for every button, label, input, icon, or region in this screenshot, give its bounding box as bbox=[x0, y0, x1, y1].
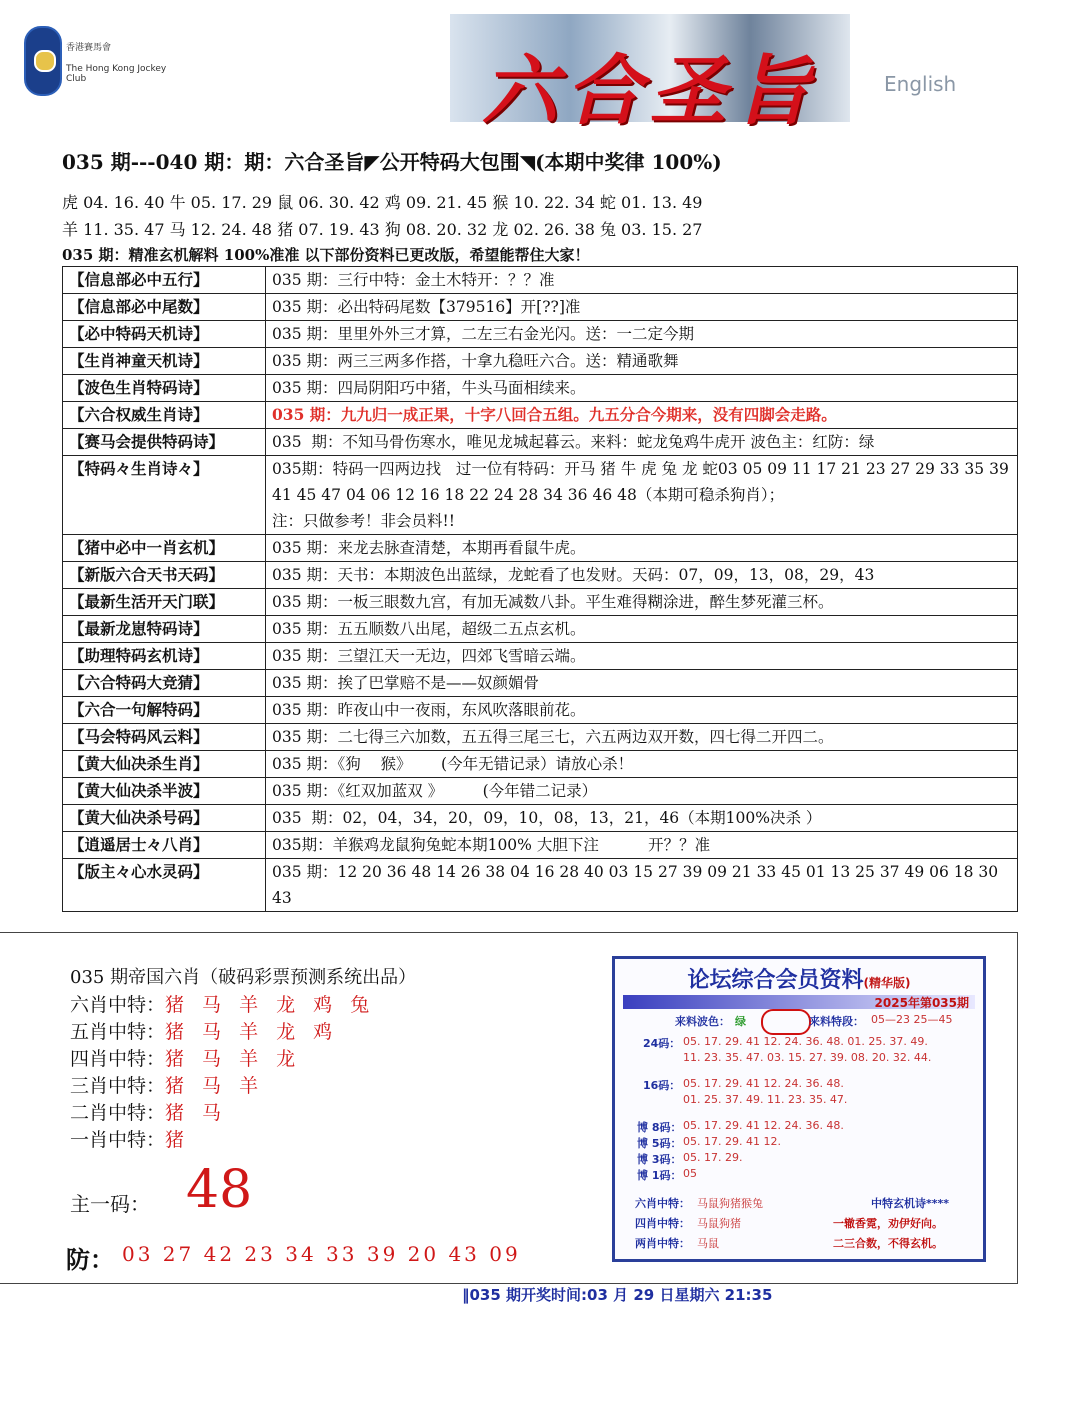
row-value: 035 期：两三三两多作搭，十拿九稳旺六合。送：精通歌舞 bbox=[266, 348, 1018, 375]
row-label: 【马会特码风云料】 bbox=[63, 724, 266, 751]
table-row bbox=[63, 859, 1018, 912]
logo-english-name: The Hong Kong Jockey Club bbox=[66, 64, 167, 84]
main-number-label: 主一码： bbox=[70, 1192, 150, 1216]
row-value: 035 期：里里外外三才算，二左三右金光闪。送：一二定今期 bbox=[266, 321, 1018, 348]
member-poster bbox=[612, 956, 986, 1262]
table-row bbox=[63, 805, 1018, 832]
zodiac-row-values: 猪 马 羊 龙 bbox=[165, 1048, 302, 1070]
table-row bbox=[63, 375, 1018, 402]
row-label: 【赛马会提供特码诗】 bbox=[63, 429, 266, 456]
logo-chinese-name: 香港賽馬會 bbox=[66, 43, 112, 53]
row-value: 035 期：《狗 猴》 (今年无错记录）请放心杀！ bbox=[266, 751, 1018, 778]
row-label: 【必中特码天机诗】 bbox=[63, 321, 266, 348]
english-link[interactable]: English bbox=[884, 72, 957, 96]
row-label: 【六合特码大竞猜】 bbox=[63, 670, 266, 697]
zodiac-row-label: 一肖中特： bbox=[70, 1129, 166, 1151]
poster-line-label: 博 3码： bbox=[637, 1153, 682, 1166]
jockey-club-logo bbox=[24, 26, 174, 96]
row-value: 035 期：02，04，34，20，09，10，08，13，21，46（本期100%决杀 ） bbox=[266, 805, 1018, 832]
row-value: 035 期：三望江天一无边，四郊飞雪暗云端。 bbox=[266, 643, 1018, 670]
zodiac-row bbox=[70, 1044, 301, 1071]
table-row bbox=[63, 832, 1018, 859]
poster-special-label: 来料特段： bbox=[809, 1015, 864, 1028]
row-label: 【助理特码玄机诗】 bbox=[63, 643, 266, 670]
poster-line-label: 博 8码： bbox=[637, 1121, 682, 1134]
row-value: 035 期：三行中特：金土木特开：？？准 bbox=[266, 267, 1018, 294]
poster-line-value: 01. 25. 37. 49. 11. 23. 35. 47. bbox=[683, 1093, 848, 1106]
zodiac-row-values: 猪 bbox=[165, 1129, 191, 1151]
row-value: 035期：特码一四两边找 过一位有特码：开马 猪 牛 虎 兔 龙 蛇03 05 09 11 17 21 23 27 29 33 35 39 41 45 47 04 06 12 16 18 22 24 28 34 36 46 48（本期可稳杀狗肖）； 注：只做参考！非会员料!! bbox=[266, 456, 1018, 535]
poster-six-label: 六肖中特： bbox=[635, 1197, 690, 1210]
row-value: 035 期：《红双加蓝双 》 (今年错二记录） bbox=[266, 778, 1018, 805]
row-label: 【信息部必中五行】 bbox=[63, 267, 266, 294]
poster-two-value: 马鼠 bbox=[697, 1237, 719, 1250]
poster-poem-label: 中特玄机诗**** bbox=[871, 1197, 950, 1210]
table-row bbox=[63, 643, 1018, 670]
table-row bbox=[63, 751, 1018, 778]
six-zodiac-title: 035 期帝国六肖（破码彩票预测系统出品） bbox=[70, 967, 417, 988]
table-row bbox=[63, 697, 1018, 724]
poster-four-label: 四肖中特： bbox=[635, 1217, 690, 1230]
poster-line-value: 05. 17. 29. 41 12. 24. 36. 48. bbox=[683, 1119, 844, 1132]
row-label: 【猪中必中一肖玄机】 bbox=[63, 535, 266, 562]
row-label: 【波色生肖特码诗】 bbox=[63, 375, 266, 402]
table-row bbox=[63, 456, 1018, 535]
row-value: 035 期：12 20 36 48 14 26 38 04 16 28 40 03 15 27 39 09 21 33 45 01 13 25 37 49 06 18 30 43 bbox=[266, 859, 1018, 912]
row-value: 035 期：挨了巴掌赔不是——奴颜媚骨 bbox=[266, 670, 1018, 697]
zodiac-row-values: 猪 马 羊 bbox=[165, 1075, 265, 1097]
poster-line-value: 05 bbox=[683, 1167, 697, 1180]
zodiac-row-label: 四肖中特： bbox=[70, 1048, 166, 1070]
table-row bbox=[63, 429, 1018, 456]
poster-title: 论坛综合会员资料(精华版) bbox=[687, 968, 911, 993]
poster-line-value: 05. 17. 29. 41 12. 24. 36. 48. 01. 25. 37. 49. bbox=[683, 1035, 928, 1048]
zodiac-row bbox=[70, 990, 375, 1017]
poster-line-label: 16码： bbox=[643, 1079, 681, 1092]
poster-two-label: 两肖中特： bbox=[635, 1237, 690, 1250]
poster-line-value: 05. 17. 29. 41 12. 24. 36. 48. bbox=[683, 1077, 844, 1090]
row-value: 035 期：五五顺数八出尾，超级二五点玄机。 bbox=[266, 616, 1018, 643]
zodiac-row-label: 三肖中特： bbox=[70, 1075, 166, 1097]
zodiac-row-values: 猪 马 bbox=[165, 1102, 228, 1124]
row-label: 【最新龙崽特码诗】 bbox=[63, 616, 266, 643]
poster-poem-line: 一辙香霓，劝伊好向。 bbox=[833, 1217, 943, 1230]
table-row bbox=[63, 616, 1018, 643]
poster-line-label: 24码： bbox=[643, 1037, 681, 1050]
jockey-club-seal-icon bbox=[24, 26, 62, 96]
row-value: 035期：羊猴鸡龙鼠狗兔蛇本期100% 大胆下注 开？？准 bbox=[266, 832, 1018, 859]
row-label: 【版主々心水灵码】 bbox=[63, 859, 266, 912]
table-row bbox=[63, 294, 1018, 321]
row-value: 035 期：四局阴阳巧中猪，牛头马面相续来。 bbox=[266, 375, 1018, 402]
row-value: 035 期：九九归一成正果，十字八回合五组。九五分合今期来，没有四脚会走路。 bbox=[266, 402, 1018, 429]
banner-title: 六合圣旨 bbox=[482, 46, 818, 135]
row-label: 【特码々生肖诗々】 bbox=[63, 456, 266, 535]
row-label: 【黄大仙决杀半波】 bbox=[63, 778, 266, 805]
table-row bbox=[63, 589, 1018, 616]
prediction-table bbox=[62, 266, 1018, 912]
table-row bbox=[63, 321, 1018, 348]
row-label: 【逍遥居士々八肖】 bbox=[63, 832, 266, 859]
zodiac-row-label: 六肖中特： bbox=[70, 994, 166, 1016]
row-value: 035 期：二七得三六加数，五五得三尾三七，六五两边双开数，四七得二开四二。 bbox=[266, 724, 1018, 751]
draw-time: ‖035 期开奖时间:03 月 29 日星期六 21:35 bbox=[462, 1286, 773, 1304]
row-label: 【六合一句解特码】 bbox=[63, 697, 266, 724]
row-label: 【黄大仙决杀生肖】 bbox=[63, 751, 266, 778]
poster-six-value: 马鼠狗猪猴兔 bbox=[697, 1197, 763, 1210]
poster-poem-line: 二三合数，不得玄机。 bbox=[833, 1237, 943, 1250]
row-value: 035 期：昨夜山中一夜雨，东风吹落眼前花。 bbox=[266, 697, 1018, 724]
poster-line-value: 05. 17. 29. 41 12. bbox=[683, 1135, 781, 1148]
circle-mark-icon bbox=[761, 1009, 811, 1035]
poster-color-value: 绿 bbox=[735, 1015, 746, 1028]
poster-color-label: 来料波色： bbox=[675, 1015, 730, 1028]
table-row bbox=[63, 778, 1018, 805]
zodiac-row-label: 二肖中特： bbox=[70, 1102, 166, 1124]
row-label: 【黄大仙决杀号码】 bbox=[63, 805, 266, 832]
row-value: 035 期：一板三眼数九宫，有加无减数八卦。平生难得糊涂进，醉生梦死灌三杯。 bbox=[266, 589, 1018, 616]
zodiac-line: 羊 11. 35. 47 马 12. 24. 48 猪 07. 19. 43 狗 08. 20. 32 龙 02. 26. 38 兔 03. 15. 27 bbox=[62, 220, 703, 239]
zodiac-row-values: 猪 马 羊 龙 鸡 兔 bbox=[165, 994, 376, 1016]
row-label: 【生肖神童天机诗】 bbox=[63, 348, 266, 375]
poster-line-label: 博 5码： bbox=[637, 1137, 682, 1150]
table-row bbox=[63, 670, 1018, 697]
poster-four-value: 马鼠狗猪 bbox=[697, 1217, 741, 1230]
zodiac-row bbox=[70, 1098, 227, 1125]
page-headline: 035 期---040 期：期：六合圣旨◤公开特码大包围◥(本期中奖律 100%) bbox=[62, 150, 722, 174]
defense-numbers: 03 27 42 23 34 33 39 20 43 09 bbox=[122, 1242, 521, 1266]
zodiac-line: 虎 04. 16. 40 牛 05. 17. 29 鼠 06. 30. 42 鸡 09. 21. 45 猴 10. 22. 34 蛇 01. 13. 49 bbox=[62, 193, 703, 212]
poster-line-value: 05. 17. 29. bbox=[683, 1151, 743, 1164]
row-label: 【六合权威生肖诗】 bbox=[63, 402, 266, 429]
defense-label: 防： bbox=[66, 1245, 114, 1274]
poster-special-value: 05—23 25—45 bbox=[871, 1013, 953, 1026]
zodiac-row-label: 五肖中特： bbox=[70, 1021, 166, 1043]
row-value: 035 期：来龙去脉查清楚，本期再看鼠牛虎。 bbox=[266, 535, 1018, 562]
row-label: 【新版六合天书天码】 bbox=[63, 562, 266, 589]
main-number: 48 bbox=[186, 1160, 253, 1220]
table-row bbox=[63, 724, 1018, 751]
zodiac-row-values: 猪 马 羊 龙 鸡 bbox=[165, 1021, 339, 1043]
row-value: 035 期：不知马骨伤寒水，唯见龙城起暮云。来料：蛇龙兔鸡牛虎开 波色主：红防：绿 bbox=[266, 429, 1018, 456]
banner bbox=[450, 14, 850, 135]
table-row bbox=[63, 535, 1018, 562]
poster-tag: (精华版) bbox=[863, 976, 911, 990]
poster-line-label: 博 1码： bbox=[637, 1169, 682, 1182]
zodiac-row bbox=[70, 1071, 264, 1098]
row-value: 035 期：必出特码尾数【379516】开[??]准 bbox=[266, 294, 1018, 321]
row-label: 【最新生活开天门联】 bbox=[63, 589, 266, 616]
table-row bbox=[63, 402, 1018, 429]
zodiac-row bbox=[70, 1125, 190, 1152]
intro-text: 035 期：精准玄机解料 100%准准 以下部份资料已更改版，希望能帮住大家！ bbox=[62, 246, 590, 264]
table-row bbox=[63, 562, 1018, 589]
zodiac-row bbox=[70, 1017, 338, 1044]
poster-line-value: 11. 23. 35. 47. 03. 15. 27. 39. 08. 20. 32. 44. bbox=[683, 1051, 932, 1064]
row-label: 【信息部必中尾数】 bbox=[63, 294, 266, 321]
table-row bbox=[63, 348, 1018, 375]
table-row bbox=[63, 267, 1018, 294]
poster-issue: 2025年第035期 bbox=[874, 996, 969, 1010]
row-value: 035 期：天书：本期波色出蓝绿，龙蛇看了也发财。天码：07，09，13，08，29，43 bbox=[266, 562, 1018, 589]
